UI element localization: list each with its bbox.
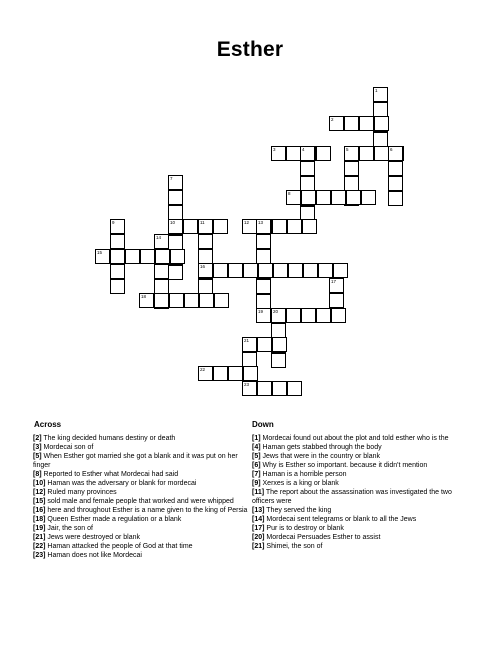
cell-number: 11 (200, 220, 205, 225)
down-clue (252, 515, 470, 524)
clue-text: Mordecai son of (41, 444, 94, 451)
clue-number: [19] (33, 525, 46, 532)
clue-text: Haman does not like Mordecai (45, 552, 142, 559)
clue-text: Jews were destroyed or blank (45, 534, 140, 541)
down-clue (252, 506, 470, 515)
clue-number: [16] (33, 507, 46, 514)
cell-number: 8 (288, 191, 291, 196)
cell-number: 4 (302, 147, 305, 152)
grid-cell[interactable] (110, 234, 125, 249)
grid-cell[interactable] (287, 381, 302, 396)
clue-text: Shimei, the son of (264, 543, 323, 550)
grid-cell[interactable] (331, 190, 346, 205)
clue-number: [17] (252, 525, 265, 532)
cell-number: 19 (258, 309, 264, 314)
down-clue (252, 434, 470, 443)
clue-number: [20] (252, 534, 265, 541)
across-clue (33, 506, 251, 515)
clue-text: When Esther got married she got a blank and it was put on her finger (33, 453, 238, 469)
grid-cell[interactable] (213, 263, 228, 278)
grid-cell[interactable] (140, 249, 155, 264)
grid-cell[interactable] (242, 219, 257, 234)
grid-cell[interactable] (373, 132, 388, 147)
grid-cell[interactable] (286, 146, 301, 161)
across-clue (33, 443, 251, 452)
cell-number: 5 (346, 147, 349, 152)
grid-cell[interactable] (359, 146, 374, 161)
grid-cell[interactable] (168, 205, 183, 220)
grid-cell[interactable] (243, 263, 258, 278)
grid-cell[interactable] (256, 279, 271, 294)
grid-cell[interactable] (361, 190, 376, 205)
across-clue (33, 488, 251, 497)
clue-number: [13] (252, 507, 265, 514)
grid-cell[interactable] (170, 249, 185, 264)
grid-cell[interactable] (374, 116, 389, 131)
down-clue (252, 488, 470, 506)
down-clue (252, 470, 470, 479)
grid-cell[interactable] (286, 190, 301, 205)
across-clue (33, 479, 251, 488)
clue-number: [11] (252, 489, 265, 496)
across-clue (33, 542, 251, 551)
across-clue (33, 470, 251, 479)
clue-number: [5] (252, 453, 261, 460)
across-clue-list (33, 434, 251, 560)
across-clue (33, 497, 251, 506)
clue-text: Mordecai sent telegrams or blank to all the Jews (264, 516, 417, 523)
clue-number: [5] (33, 453, 42, 460)
grid-cell[interactable] (331, 308, 346, 323)
grid-cell[interactable] (373, 102, 388, 117)
grid-cell[interactable] (359, 116, 374, 131)
grid-cell[interactable] (184, 293, 199, 308)
grid-cell[interactable] (110, 279, 125, 294)
grid-cell[interactable] (333, 263, 348, 278)
down-clue (252, 443, 470, 452)
grid-cell[interactable] (373, 87, 388, 102)
grid-cell[interactable] (303, 263, 318, 278)
clue-number: [8] (33, 471, 42, 478)
down-clue (252, 542, 470, 551)
grid-cell[interactable] (300, 161, 315, 176)
cell-number: 3 (273, 147, 276, 152)
cell-number: 23 (244, 382, 250, 387)
grid-cell[interactable] (168, 235, 183, 250)
grid-cell[interactable] (344, 116, 359, 131)
down-clue (252, 452, 470, 461)
grid-cell[interactable] (329, 116, 344, 131)
across-clue (33, 452, 251, 470)
cell-number: 6 (390, 147, 393, 152)
grid-cell[interactable] (272, 337, 287, 352)
grid-cell[interactable] (228, 366, 243, 381)
cell-number: 2 (331, 117, 334, 122)
grid-cell[interactable] (257, 337, 272, 352)
grid-cell[interactable] (242, 337, 257, 352)
clue-number: [18] (33, 516, 46, 523)
grid-cell[interactable] (316, 308, 331, 323)
grid-cell[interactable] (198, 279, 213, 294)
clue-text: Why is Esther so important. because it didn't mention (260, 462, 428, 469)
grid-cell[interactable] (214, 293, 229, 308)
clue-number: [14] (252, 516, 265, 523)
clue-text: Ruled many provinces (45, 489, 117, 496)
clue-text: Reported to Esther what Mordecai had said (41, 471, 179, 478)
grid-cell[interactable] (271, 323, 286, 338)
grid-cell[interactable] (329, 278, 344, 293)
grid-cell[interactable] (388, 191, 403, 206)
across-clue (33, 515, 251, 524)
cell-number: 21 (244, 338, 250, 343)
grid-cell[interactable] (300, 176, 315, 191)
grid-cell[interactable] (125, 249, 140, 264)
grid-cell[interactable] (183, 219, 198, 234)
grid-cell[interactable] (388, 176, 403, 191)
grid-cell[interactable] (198, 366, 213, 381)
cell-number: 1 (375, 88, 378, 93)
cell-number: 12 (244, 220, 250, 225)
grid-cell[interactable] (242, 381, 257, 396)
clue-text: The king decided humans destiny or death (41, 435, 176, 442)
grid-cell[interactable] (168, 265, 183, 280)
grid-cell[interactable] (271, 146, 286, 161)
cell-number: 14 (156, 235, 162, 240)
down-clue (252, 479, 470, 488)
clue-text: Haman was the adversary or blank for mordecai (45, 480, 197, 487)
grid-cell[interactable] (302, 219, 317, 234)
grid-cell[interactable] (198, 234, 213, 249)
clue-number: [1] (252, 435, 261, 442)
grid-cell[interactable] (154, 264, 169, 279)
grid-cell[interactable] (329, 293, 344, 308)
clue-number: [6] (252, 462, 261, 469)
grid-cell[interactable] (168, 219, 183, 234)
grid-cell[interactable] (346, 190, 361, 205)
grid-cell[interactable] (273, 263, 288, 278)
grid-cell[interactable] (300, 146, 315, 161)
grid-cell[interactable] (228, 263, 243, 278)
grid-cell[interactable] (344, 176, 359, 191)
across-clue (33, 533, 251, 542)
cell-number: 16 (200, 264, 206, 269)
grid-cell[interactable] (256, 249, 271, 264)
grid-cell[interactable] (256, 308, 271, 323)
grid-cell[interactable] (271, 353, 286, 368)
grid-cell[interactable] (169, 293, 184, 308)
grid-cell[interactable] (288, 263, 303, 278)
clue-text: Mordecai found out about the plot and told esther who is the (260, 435, 449, 442)
grid-cell[interactable] (199, 293, 214, 308)
grid-cell[interactable] (318, 263, 333, 278)
cell-number: 20 (273, 309, 279, 314)
grid-cell[interactable] (344, 146, 359, 161)
down-clue (252, 533, 470, 542)
down-clue (252, 461, 470, 470)
grid-cell[interactable] (256, 234, 271, 249)
clue-text: Jair, the son of (45, 525, 93, 532)
clue-number: [3] (33, 444, 42, 451)
cell-number: 15 (97, 250, 103, 255)
clue-number: [12] (33, 489, 46, 496)
grid-cell[interactable] (154, 234, 169, 249)
cell-number: 9 (112, 220, 115, 225)
cell-number: 22 (200, 367, 206, 372)
grid-cell[interactable] (168, 190, 183, 205)
grid-cell[interactable] (258, 263, 273, 278)
cell-number: 18 (141, 294, 147, 299)
clue-number: [7] (252, 471, 261, 478)
grid-cell[interactable] (198, 249, 213, 264)
clue-number: [4] (252, 444, 261, 451)
grid-cell[interactable] (154, 293, 169, 308)
cell-number: 7 (170, 176, 173, 181)
grid-cell[interactable] (388, 161, 403, 176)
grid-cell[interactable] (154, 279, 169, 294)
grid-cell[interactable] (155, 249, 170, 264)
grid-cell[interactable] (257, 381, 272, 396)
grid-cell[interactable] (301, 190, 316, 205)
grid-cell[interactable] (316, 190, 331, 205)
grid-cell[interactable] (272, 219, 287, 234)
grid-cell[interactable] (168, 175, 183, 190)
grid-cell[interactable] (110, 219, 125, 234)
clue-text: sold male and female people that worked and were whipped (45, 498, 234, 505)
clue-number: [15] (33, 498, 46, 505)
down-heading: Down (252, 420, 274, 429)
grid-cell[interactable] (344, 161, 359, 176)
grid-cell[interactable] (316, 146, 331, 161)
grid-cell[interactable] (213, 366, 228, 381)
clue-number: [9] (252, 480, 261, 487)
clue-text: Haman attacked the people of God at that time (45, 543, 193, 550)
clue-number: [2] (33, 435, 42, 442)
grid-cell[interactable] (242, 352, 257, 367)
across-clue (33, 551, 251, 560)
grid-cell[interactable] (287, 219, 302, 234)
down-clue-list (252, 434, 470, 551)
grid-cell[interactable] (256, 219, 271, 234)
clue-number: [10] (33, 480, 46, 487)
grid-cell[interactable] (110, 264, 125, 279)
grid-cell[interactable] (301, 308, 316, 323)
cell-number: 13 (258, 220, 264, 225)
clue-text: Xerxes is a king or blank (260, 480, 339, 487)
grid-cell[interactable] (198, 219, 213, 234)
clue-number: [23] (33, 552, 46, 559)
across-clue (33, 524, 251, 533)
clue-number: [22] (33, 543, 46, 550)
grid-cell[interactable] (374, 146, 389, 161)
cell-number: 17 (331, 279, 337, 284)
clue-text: Queen Esther made a regulation or a blank (45, 516, 182, 523)
grid-cell[interactable] (213, 219, 228, 234)
across-clue (33, 434, 251, 443)
grid-cell[interactable] (272, 381, 287, 396)
grid-cell[interactable] (271, 308, 286, 323)
clue-text: Pur is to destroy or blank (264, 525, 344, 532)
clue-number: [21] (33, 534, 46, 541)
grid-cell[interactable] (256, 294, 271, 309)
clue-text: They served the king (264, 507, 332, 514)
clue-text: here and throughout Esther is a name given to the king of Persia (45, 507, 248, 514)
grid-cell[interactable] (139, 293, 154, 308)
grid-cell[interactable] (198, 263, 213, 278)
grid-cell[interactable] (243, 366, 258, 381)
grid-cell[interactable] (286, 308, 301, 323)
grid-cell[interactable] (388, 146, 403, 161)
puzzle-title: Esther (216, 38, 284, 61)
grid-cell[interactable] (95, 249, 110, 264)
down-clue (252, 524, 470, 533)
clue-text: Jews that were in the country or blank (260, 453, 381, 460)
across-heading: Across (34, 420, 62, 429)
clue-text: The report about the assassination was investigated the two officers were (252, 489, 452, 505)
clue-text: Mordecai Persuades Esther to assist (264, 534, 381, 541)
clue-number: [21] (252, 543, 265, 550)
grid-cell[interactable] (110, 249, 125, 264)
clue-text: Haman gets stabbed through the body (260, 444, 382, 451)
clue-text: Haman is a horrible person (260, 471, 347, 478)
cell-number: 10 (170, 220, 176, 225)
